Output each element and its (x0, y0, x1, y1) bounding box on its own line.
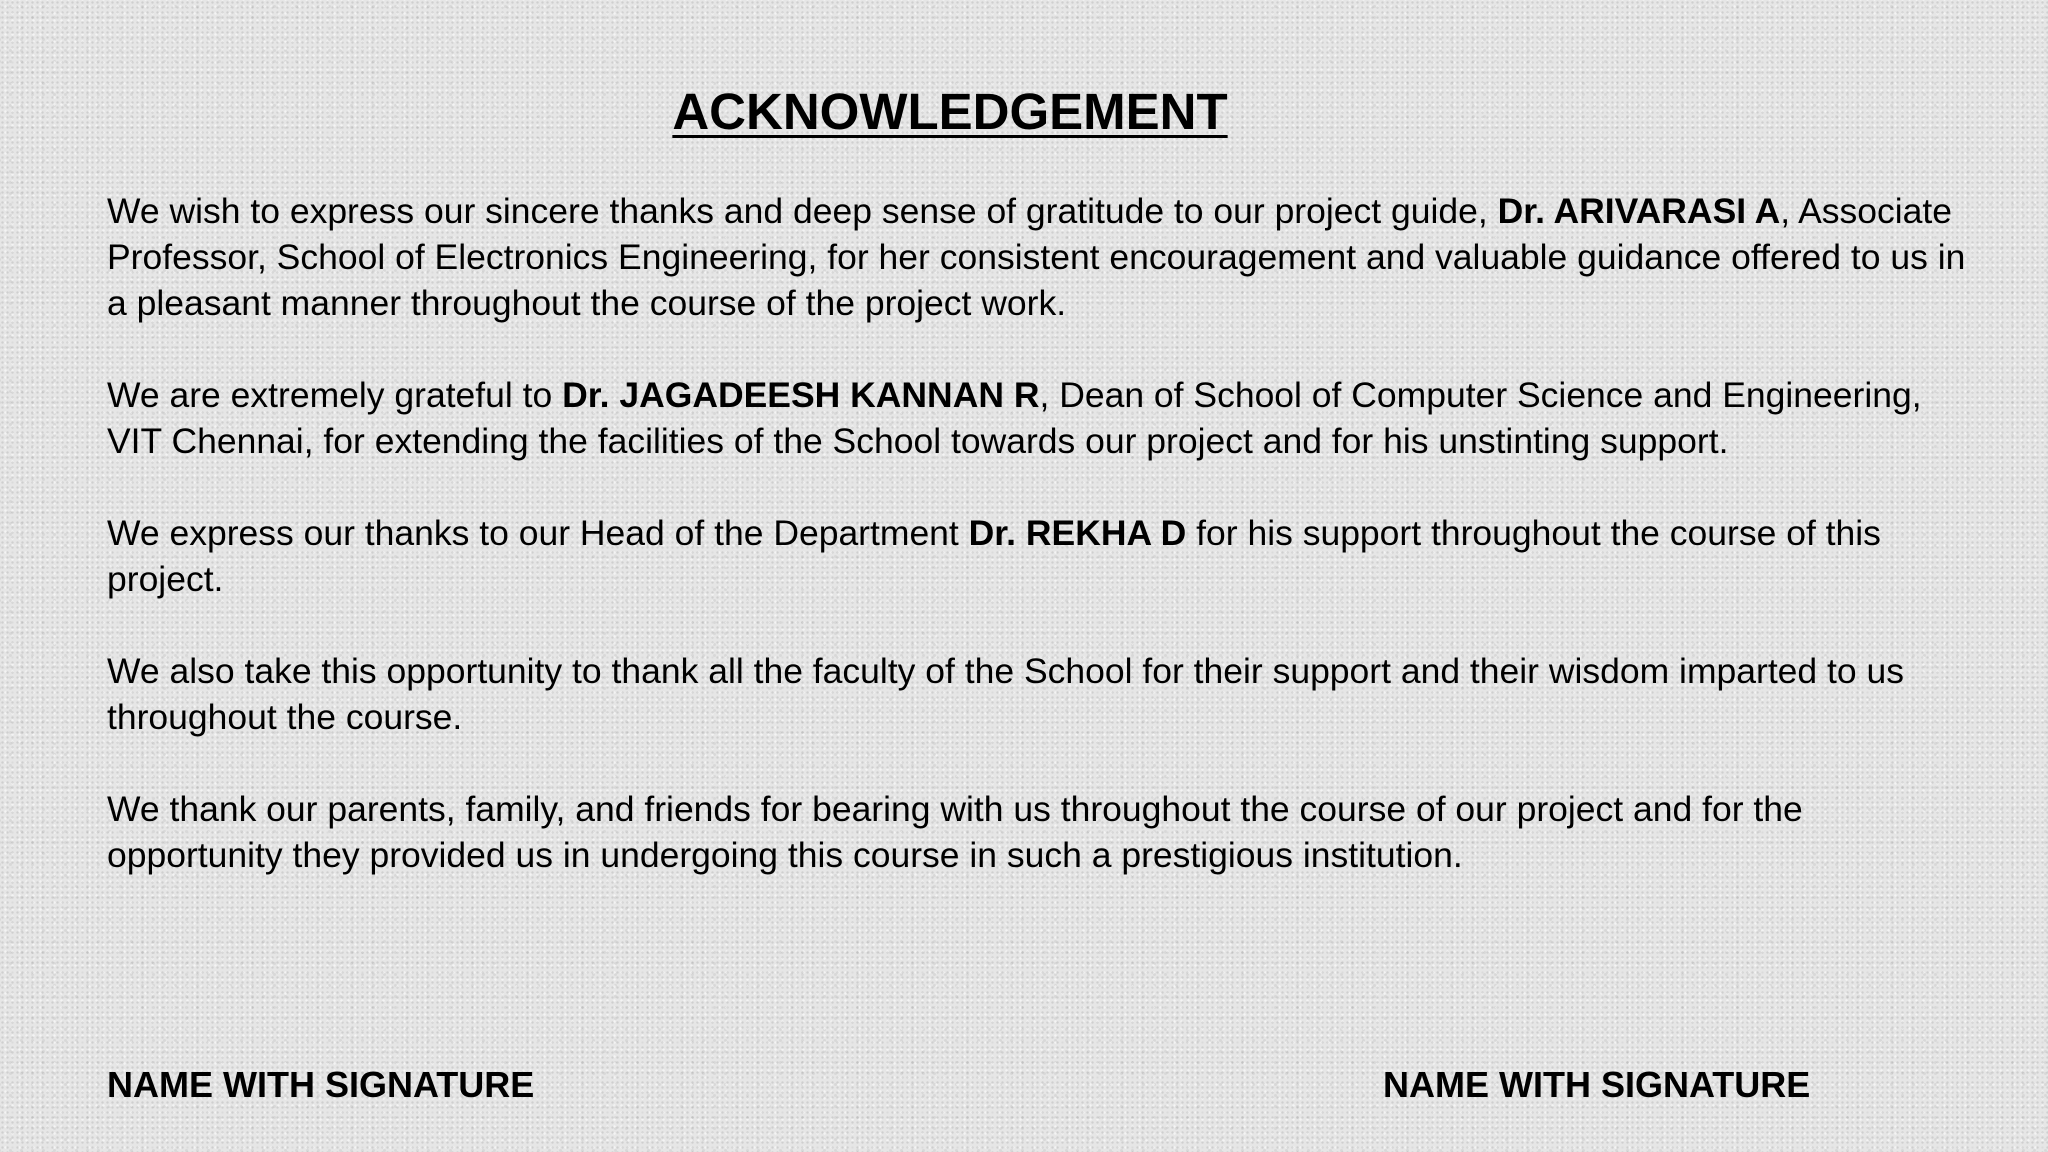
paragraph-guide (107, 188, 1967, 326)
dean-name: Dr. JAGADEESH KANNAN R (562, 375, 1040, 415)
acknowledgement-body (107, 188, 1967, 924)
page-title: ACKNOWLEDGEMENT (672, 83, 1228, 140)
paragraph-hod (107, 510, 1967, 602)
paragraph-faculty: We also take this opportunity to thank all the faculty of the School for their support and their wisdom imparted to us throughout the course. (107, 651, 1904, 737)
hod-name: Dr. REKHA D (968, 513, 1187, 553)
paragraph-text: for his support throughout the course of this project. (107, 513, 1881, 599)
paragraph-family: We thank our parents, family, and friends for bearing with us throughout the course of our project and for the opportunity they provided us in undergoing this course in such a prestigious institution. (107, 789, 1803, 875)
paragraph-text: We wish to express our sincere thanks and deep sense of gratitude to our project guide, (107, 191, 1498, 231)
signature-right: NAME WITH SIGNATURE (1383, 1064, 1811, 1105)
paragraph-text: We are extremely grateful to (107, 375, 563, 415)
paragraph-dean (107, 372, 1967, 464)
paragraph-text: , Dean of School of Computer Science and Engineering, VIT Chennai, for extending the facilities of the School towards our project and for his unstinting support. (107, 375, 1922, 461)
paragraph-text: , Associate Professor, School of Electronics Engineering, for her consistent encouragement and valuable guidance offered to us in a pleasant manner throughout the course of the project work. (107, 191, 1966, 323)
paragraph-text: We express our thanks to our Head of the Department (107, 513, 969, 553)
guide-name: Dr. ARIVARASI A (1497, 191, 1781, 231)
signature-left: NAME WITH SIGNATURE (107, 1064, 535, 1105)
